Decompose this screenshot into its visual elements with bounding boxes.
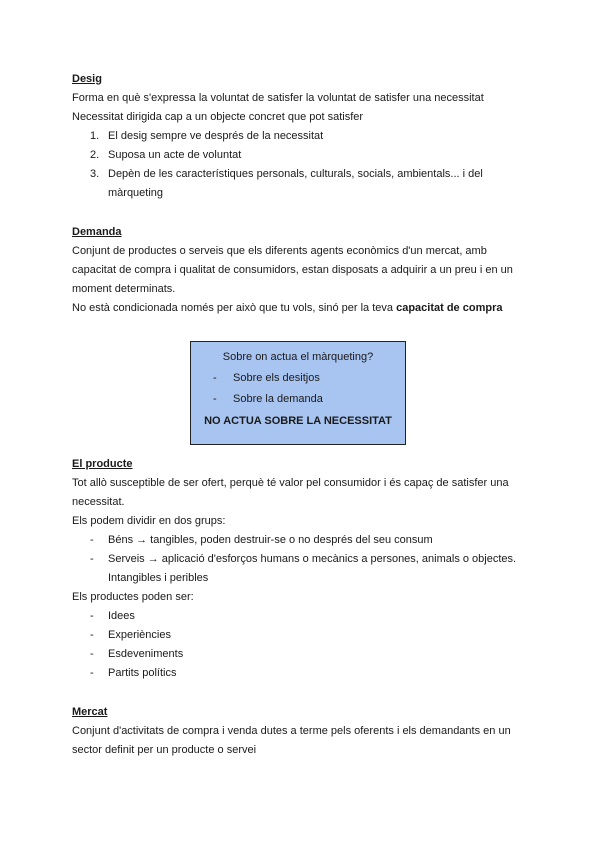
- dash-bullet: -: [90, 629, 94, 641]
- mercat-line-2: sector definit per un producte o servei: [72, 744, 257, 756]
- dash-bullet: -: [90, 534, 94, 546]
- desig-list-item-3: Depèn de les característiques personals, culturals, socials, ambientals... i del: [108, 168, 483, 180]
- producte-group-serveis-cont: Intangibles i peribles: [108, 572, 209, 584]
- dash-bullet: -: [90, 648, 94, 660]
- desig-line-2: Necessitat dirigida cap a un objecte concret que pot satisfer: [72, 111, 364, 123]
- mercat-line-1: Conjunt d'activitats de compra i venda dutes a terme pels oferents i els demandants en un: [72, 725, 511, 737]
- producte-line-3: Els podem dividir en dos grups:: [72, 515, 226, 527]
- demanda-line-4-text: No està condicionada només per això que tu vols, sinó per la teva: [72, 302, 397, 314]
- producte-type-partits: Partits polítics: [108, 667, 177, 679]
- demanda-capacitat-compra: capacitat de compra: [396, 302, 503, 314]
- producte-line-2: necessitat.: [72, 496, 125, 508]
- dash-bullet: -: [90, 553, 94, 565]
- box-item-demanda: Sobre la demanda: [233, 393, 323, 405]
- demanda-line-3: moment determinats.: [72, 283, 176, 295]
- heading-producte: El producte: [72, 458, 133, 470]
- marqueting-box: [190, 341, 406, 445]
- producte-type-experiencies: Experiències: [108, 629, 171, 641]
- heading-desig: Desig: [72, 73, 102, 85]
- demanda-line-2: capacitat de compra i qualitat de consumidors, estan disposats a adquirir a un preu i en un: [72, 264, 513, 276]
- heading-mercat: Mercat: [72, 706, 108, 718]
- desig-list-item-2: Suposa un acte de voluntat: [108, 149, 242, 161]
- box-item-desitjos: Sobre els desitjos: [233, 372, 320, 384]
- dash-bullet: -: [90, 667, 94, 679]
- box-title: Sobre on actua el màrqueting?: [222, 351, 374, 363]
- producte-type-esdeveniments: Esdeveniments: [108, 648, 184, 660]
- desig-line-1: Forma en què s'expressa la voluntat de satisfer la voluntat de satisfer una necessitat: [72, 92, 484, 104]
- desig-list-num-1: 1.: [90, 130, 100, 142]
- desig-list-item-3-cont: màrqueting: [108, 187, 164, 199]
- dash-bullet: -: [213, 393, 217, 405]
- desig-list-item-1: El desig sempre ve després de la necessitat: [108, 130, 324, 142]
- box-footer: NO ACTUA SOBRE LA NECESSITAT: [204, 415, 392, 427]
- dash-bullet: -: [213, 372, 217, 384]
- producte-line-1: Tot allò susceptible de ser ofert, perquè té valor pel consumidor i és capaç de satisfer una: [72, 477, 509, 489]
- producte-group-bens: Béns → tangibles, poden destruir-se o no després del seu consum: [108, 534, 433, 546]
- demanda-line-4: [72, 301, 502, 315]
- heading-demanda: Demanda: [72, 226, 122, 238]
- producte-types-intro: Els productes poden ser:: [72, 591, 194, 603]
- producte-type-idees: Idees: [108, 610, 135, 622]
- producte-group-serveis: Serveis → aplicació d'esforços humans o mecànics a persones, animals o objectes.: [108, 553, 517, 565]
- desig-list-num-3: 3.: [90, 168, 100, 180]
- desig-list-num-2: 2.: [90, 149, 100, 161]
- dash-bullet: -: [90, 610, 94, 622]
- demanda-line-1: Conjunt de productes o serveis que els diferents agents econòmics d'un mercat, amb: [72, 245, 487, 257]
